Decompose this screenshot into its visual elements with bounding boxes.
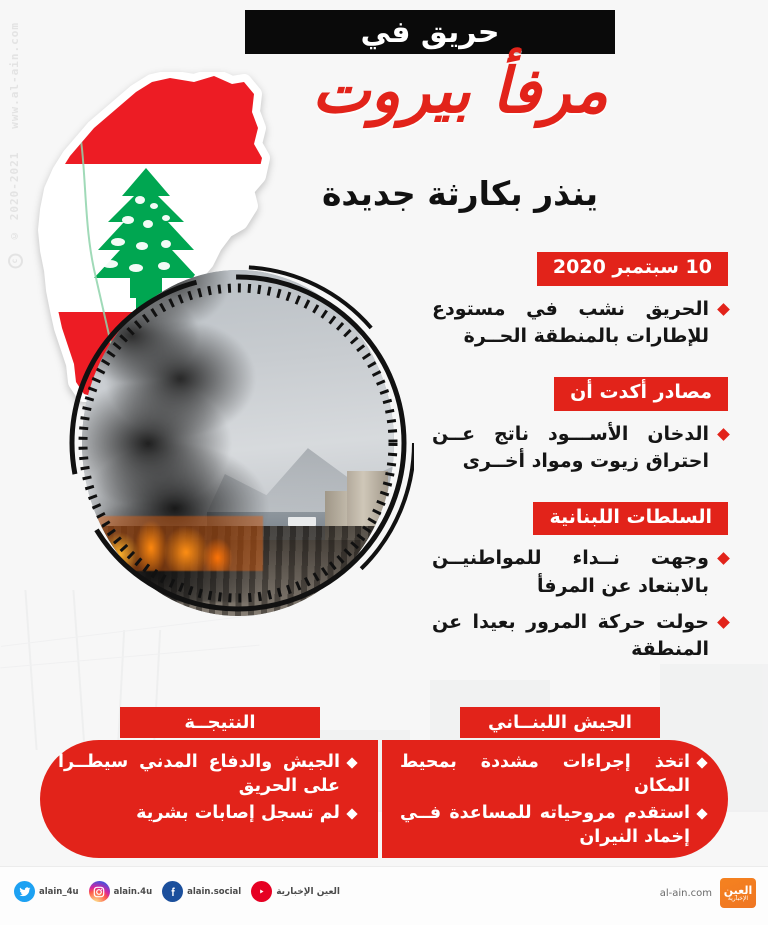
social-handle: العين الإخبارية	[276, 886, 341, 897]
list-item-text: لم تسجل إصابات بشرية	[136, 803, 340, 824]
site-url: al-ain.com	[659, 887, 712, 899]
diamond-bullet-icon	[717, 303, 730, 316]
social-link-youtube[interactable]	[251, 881, 340, 902]
section-sources	[432, 377, 728, 476]
section-date	[432, 252, 728, 351]
diamond-bullet-icon	[696, 757, 707, 768]
list-item-text: الجيش والدفاع المدني سيطــرا على الحريق	[58, 752, 340, 796]
watermark-url: www.al-ain.com	[8, 22, 21, 129]
panel-army	[382, 740, 728, 858]
instagram-icon	[89, 881, 110, 902]
social-handle: alain.social	[187, 886, 242, 897]
list-item	[432, 545, 728, 600]
list-item-text: الدخان الأســـود ناتج عــن احتراق زيوت ومواد أخــرى	[432, 422, 709, 473]
social-handle: alain.4u	[113, 886, 153, 897]
list-item	[58, 751, 356, 798]
diamond-bullet-icon	[717, 553, 730, 566]
list-item-text: اتخذ إجراءات مشددة بمحيط المكان	[400, 752, 690, 796]
logo-line-1: العين	[723, 883, 753, 897]
twitter-icon	[14, 881, 35, 902]
watermark-copyright: © 2020-2021	[8, 151, 21, 242]
list-item	[400, 751, 706, 798]
headline-kicker: حريق في	[360, 14, 500, 50]
section-label: السلطات اللبنانية	[533, 502, 728, 536]
logo-line-2: الإخبارية	[727, 894, 749, 902]
section-label: 10 سبتمبر 2020	[537, 252, 728, 286]
al-ain-logo	[720, 878, 756, 908]
list-item-text: وجهت نــداء للمواطنيــن بالابتعاد عن المرفأ	[432, 547, 709, 597]
diamond-bullet-icon	[346, 757, 357, 768]
social-links	[14, 881, 340, 902]
facts-column	[432, 252, 728, 690]
youtube-icon	[251, 881, 272, 902]
fire-photo	[62, 248, 414, 638]
social-link-instagram[interactable]	[89, 881, 153, 902]
list-item-text: حولت حركة المرور بعيدا عن المنطقة	[432, 610, 709, 661]
panel-label-result: النتيجــة	[120, 707, 320, 738]
footer	[0, 866, 768, 925]
list-item	[400, 802, 706, 849]
copyright-icon: c	[8, 253, 23, 268]
facebook-icon	[162, 881, 183, 902]
list-item	[432, 421, 728, 476]
brand-block[interactable]	[660, 878, 756, 908]
photo-decorative-ring	[62, 248, 414, 638]
list-item	[432, 296, 728, 351]
diamond-bullet-icon	[717, 428, 730, 441]
social-link-facebook[interactable]	[162, 881, 241, 902]
diamond-bullet-icon	[346, 809, 357, 820]
section-authorities	[432, 502, 728, 664]
headline-kicker-bar	[245, 10, 615, 54]
page-subtitle: ينذر بكارثة جديدة	[321, 174, 598, 213]
list-item	[432, 609, 728, 664]
social-link-twitter[interactable]	[14, 881, 79, 902]
list-item-text: الحريق نشب في مستودع للإطارات بالمنطقة الحــرة	[432, 297, 709, 348]
panel-result	[40, 740, 378, 858]
section-label: مصادر أكدت أن	[554, 377, 728, 411]
list-item	[58, 802, 356, 826]
page-title: مرفأ بيروت	[311, 54, 608, 127]
panel-label-army: الجيش اللبنــاني	[460, 707, 660, 738]
social-handle: alain_4u	[39, 886, 79, 897]
list-item-text: استقدم مروحياته للمساعدة فــي إخماد النيران	[400, 803, 690, 847]
diamond-bullet-icon	[696, 809, 707, 820]
diamond-bullet-icon	[717, 616, 730, 629]
